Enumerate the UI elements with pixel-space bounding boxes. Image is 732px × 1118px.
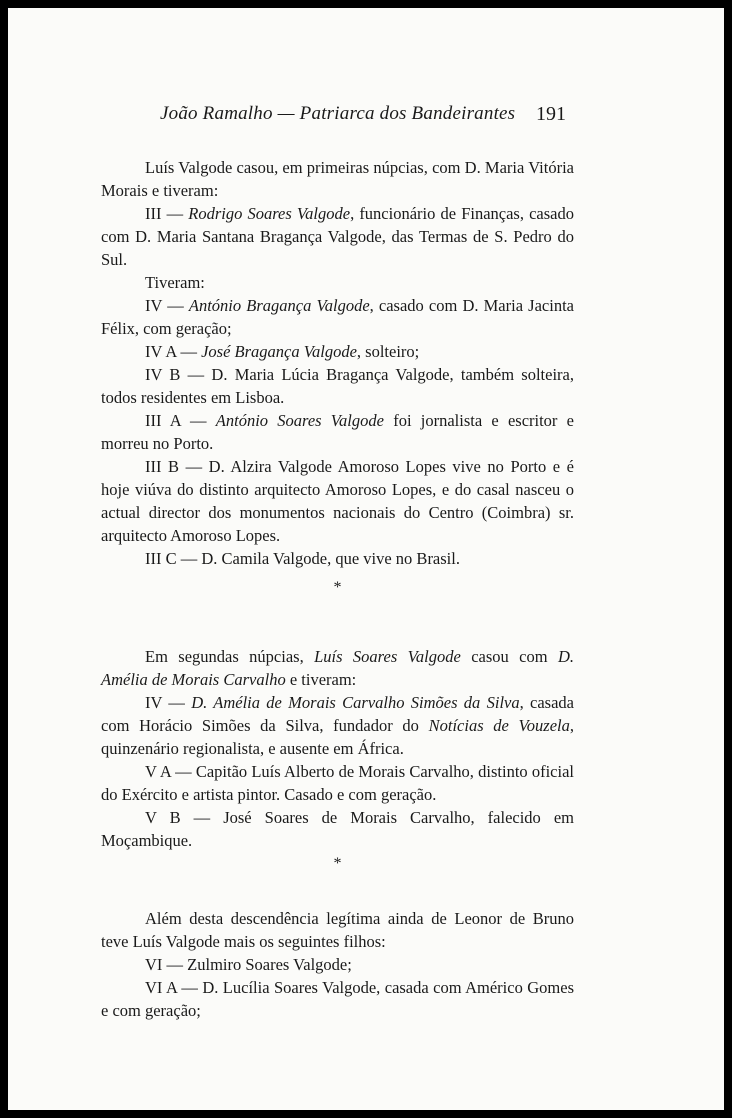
paragraph: VI — Zulmiro Soares Valgode; xyxy=(145,955,352,974)
paragraph: Além desta descendência legítima ainda de Leonor de Bruno teve Luís Valgode mais os seguintes filhos: xyxy=(101,909,574,951)
paragraph: III A — António Soares Valgode foi jornalista e escritor e morreu no Porto. xyxy=(101,411,574,453)
paragraph: V B — José Soares de Morais Carvalho, falecido em Moçambique. xyxy=(101,808,574,850)
paragraph: IV — António Bragança Valgode, casado com D. Maria Jacinta Félix, com geração; xyxy=(101,296,574,338)
paragraph: Luís Valgode casou, em primeiras núpcias, com D. Maria Vitória Morais e tiveram: xyxy=(101,158,574,200)
book-page xyxy=(8,8,724,1110)
page-body xyxy=(101,156,574,1022)
paragraph: IV A — José Bragança Valgode, solteiro; xyxy=(145,342,420,361)
paragraph: III — Rodrigo Soares Valgode, funcionário de Finanças, casado com D. Maria Santana Bragança Valgode, das Termas de S. Pedro do Sul. xyxy=(101,204,575,269)
running-title: João Ramalho — Patriarca dos Bandeirantes xyxy=(160,103,516,124)
paragraph: IV B — D. Maria Lúcia Bragança Valgode, também solteira, todos residentes em Lisboa. xyxy=(101,365,574,407)
paragraph: V A — Capitão Luís Alberto de Morais Carvalho, distinto oficial do Exército e artista pintor. Casado e com geração. xyxy=(101,762,574,804)
paragraph: IV — D. Amélia de Morais Carvalho Simões da Silva, casada com Horácio Simões da Silva, fundador do Notícias de Vouzela, quinzenário regionalista, e ausente em África. xyxy=(101,693,575,758)
paragraph: Tiveram: xyxy=(145,273,205,292)
paragraph: VI A — D. Lucília Soares Valgode, casada com Américo Gomes e com geração; xyxy=(101,978,574,1020)
paragraph: Em segundas núpcias, Luís Soares Valgode casou com D. Amélia de Morais Carvalho e tiveram: xyxy=(101,647,574,689)
paragraph: III B — D. Alzira Valgode Amoroso Lopes vive no Porto e é hoje viúva do distinto arquitecto Amoroso Lopes, e do casal nasceu o actual director dos monumentos nacionais do Centro (Coimbra) sr. arquitecto Amoroso Lopes. xyxy=(101,457,574,545)
page-number: 191 xyxy=(536,103,566,125)
paragraph: III C — D. Camila Valgode, que vive no Brasil. xyxy=(145,549,460,568)
section-separator: * xyxy=(333,579,342,596)
section-separator: * xyxy=(333,855,342,872)
